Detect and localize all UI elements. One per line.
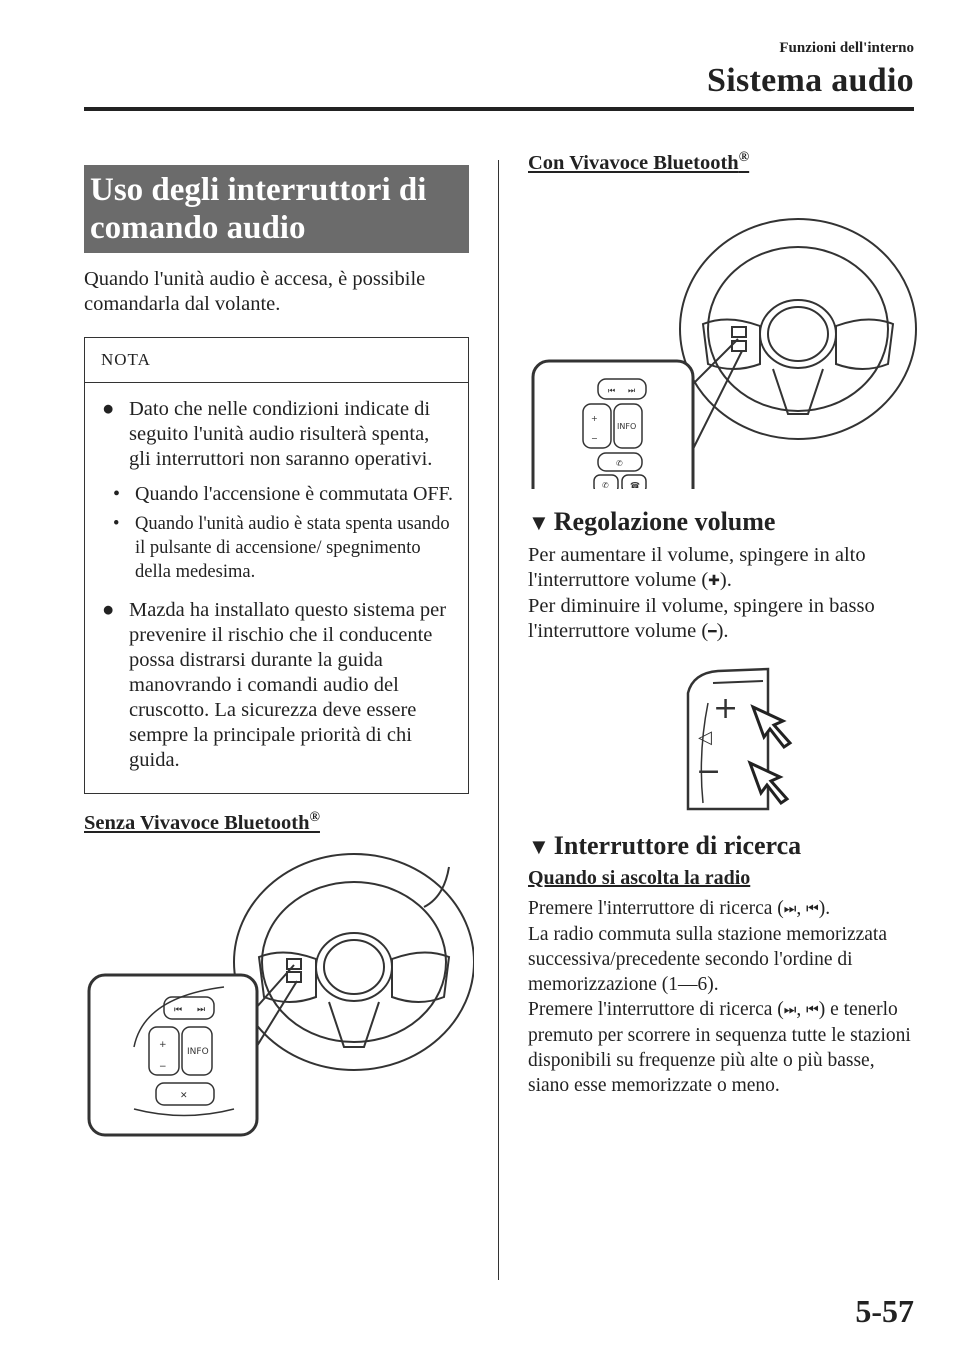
- seek-next-icon: ⏭: [783, 1001, 797, 1018]
- note-box: [84, 337, 469, 794]
- note-label: NOTA: [85, 338, 468, 383]
- search-paragraph-3: Premere l'interruttore di ricerca (⏭, ⏮) e tenerlo premuto per scorrere in sequenza tutte le stazioni disponibili su frequenze più alte o più basse, siano esse memorizzate o meno.: [528, 998, 911, 1096]
- seek-previous-icon: ⏮: [806, 1001, 819, 1018]
- right-column: [528, 150, 918, 1098]
- svg-text:⏮: ⏮: [174, 1004, 183, 1015]
- volume-heading: ▼ Regolazione volume: [528, 506, 776, 536]
- plus-icon: ✚: [708, 572, 720, 589]
- note-subitem: • Quando l'unità audio è stata spenta usando il pulsante di accensione/ spegnimento della medesima.: [113, 514, 450, 582]
- seek-previous-icon: ⏮: [806, 900, 819, 917]
- subheading-without-bluetooth: Senza Vivavoce Bluetooth®: [84, 810, 320, 834]
- left-column: [84, 165, 469, 1137]
- page-number: 5-57: [855, 1293, 914, 1329]
- svg-text:−: −: [591, 433, 598, 443]
- bullet-icon: •: [113, 514, 120, 534]
- search-paragraph-2: La radio commuta sulla stazione memorizzata successiva/precedente secondo l'ordine di memorizzazione (1—6).: [528, 923, 887, 995]
- svg-text:−: −: [696, 753, 722, 789]
- running-header-section: Funzioni dell'interno: [779, 40, 914, 56]
- svg-text:✕: ✕: [180, 1090, 188, 1101]
- column-divider: [498, 160, 499, 1280]
- volume-paragraph-down: Per diminuire il volume, spingere in basso l'interruttore volume (━).: [528, 594, 875, 642]
- bullet-icon: ●: [102, 599, 115, 621]
- search-subheading: Quando si ascolta la radio: [528, 866, 751, 889]
- svg-text:INFO: INFO: [617, 421, 637, 431]
- bullet-icon: •: [113, 483, 121, 505]
- volume-paragraph-up: Per aumentare il volume, spingere in alto l'interruttore volume (✚).: [528, 543, 866, 591]
- header-rule: [84, 107, 914, 111]
- steering-wheel-illustration: [84, 847, 474, 1137]
- svg-text:✆: ✆: [602, 480, 609, 489]
- note-item: ● Dato che nelle condizioni indicate di seguito l'unità audio risulterà spenta, gli interruttori non saranno operativi.: [102, 398, 433, 470]
- search-paragraph-1: Premere l'interruttore di ricerca (⏭, ⏮).: [528, 897, 831, 919]
- svg-text:+: +: [591, 413, 598, 423]
- search-heading: ▼ Interruttore di ricerca: [528, 830, 802, 860]
- section-heading: Uso degli interruttori di comando audio: [84, 165, 469, 253]
- svg-text:☎: ☎: [630, 480, 640, 489]
- svg-text:✆: ✆: [616, 458, 623, 468]
- note-item: ● Mazda ha installato questo sistema per prevenire il rischio che il conducente possa distrarsi durante la guida manovrando i comandi audio del cruscotto. La sicurezza deve essere sempre la principale priorità di chi guida.: [102, 599, 447, 771]
- svg-text:+: +: [713, 690, 739, 726]
- svg-text:⏮: ⏮: [608, 385, 616, 395]
- running-header-title: Sistema audio: [707, 62, 914, 99]
- note-body: [85, 383, 468, 793]
- svg-text:◁: ◁: [698, 726, 712, 748]
- svg-text:−: −: [159, 1061, 167, 1072]
- subheading-with-bluetooth: Con Vivavoce Bluetooth®: [528, 150, 750, 174]
- steering-wheel-bluetooth-illustration: [528, 189, 918, 489]
- bullet-icon: ●: [102, 398, 115, 420]
- svg-text:⏭: ⏭: [628, 385, 636, 395]
- triangle-icon: ▼: [528, 509, 550, 535]
- triangle-icon: ▼: [528, 833, 550, 859]
- intro-paragraph: Quando l'unità audio è accesa, è possibile comandarla dal volante.: [84, 268, 426, 315]
- svg-text:⏭: ⏭: [197, 1004, 206, 1015]
- volume-switch-illustration: [528, 663, 918, 813]
- svg-text:INFO: INFO: [187, 1046, 209, 1057]
- seek-next-icon: ⏭: [783, 900, 797, 917]
- minus-icon: ━: [708, 623, 717, 640]
- svg-text:+: +: [159, 1039, 167, 1050]
- note-subitem: • Quando l'accensione è commutata OFF.: [113, 483, 454, 505]
